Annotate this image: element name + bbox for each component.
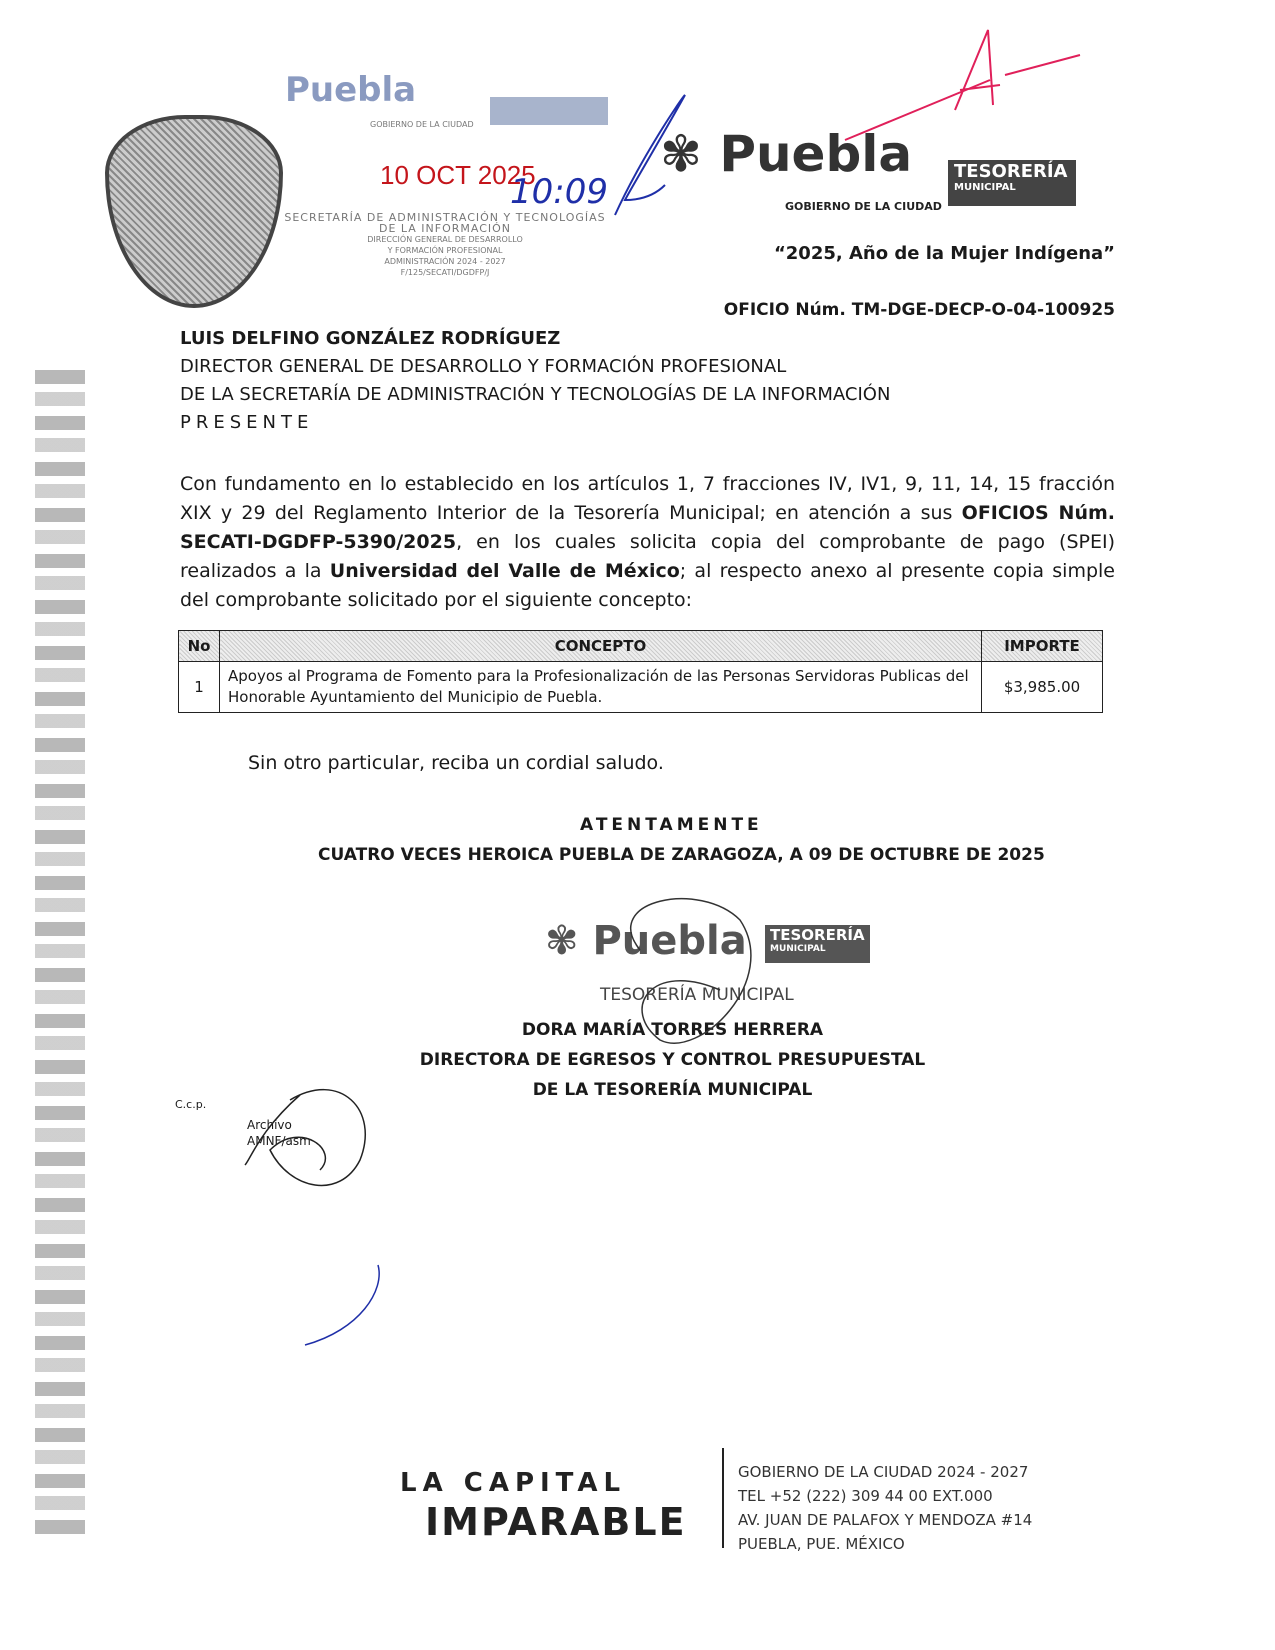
stamp-line: Y FORMACIÓN PROFESIONAL: [387, 246, 503, 255]
logo-text: Puebla: [719, 125, 913, 183]
year-motto: “2025, Año de la Mujer Indígena”: [773, 243, 1115, 264]
ccp-item: AMNF/asm: [247, 1134, 311, 1148]
stamp-line: F/125/SECATI/DGDFP/J: [400, 268, 490, 277]
date-stamp: 10 OCT 2025: [380, 160, 536, 190]
atentamente: ATENTAMENTE: [580, 815, 763, 835]
recipient-title: DE LA SECRETARÍA DE ADMINISTRACIÓN Y TECNOLOGÍAS DE LA INFORMACIÓN: [180, 384, 891, 405]
body-bold: Universidad del Valle de México: [329, 560, 680, 582]
logo-text: Puebla: [592, 918, 747, 964]
footer-contact: [738, 1460, 1032, 1556]
cell-concepto: Apoyos al Programa de Fomento para la Profesionalización de las Personas Servidoras Publicas del Honorable Ayuntamiento del Municipio de Puebla.: [220, 662, 982, 713]
body-text: Con fundamento en lo establecido en los artículos 1, 7 fracciones IV, IV1, 9, 11, 14, 15 fracción XIX y 29 del Reglamento Interior de la Tesorería Municipal; en atención a sus: [180, 473, 1115, 524]
header-importe: IMPORTE: [982, 631, 1103, 662]
blue-stroke: [305, 1265, 379, 1345]
initials-signature: [245, 1090, 365, 1186]
pink-initial-mark: [845, 30, 1080, 140]
signer-title: DIRECTORA DE EGRESOS Y CONTROL PRESUPUESTAL: [419, 1050, 926, 1070]
footer-address: AV. JUAN DE PALAFOX Y MENDOZA #14: [738, 1511, 1033, 1529]
ccp-item: Archivo: [247, 1118, 292, 1132]
signature: [631, 899, 751, 1043]
footer-phone: TEL +52 (222) 309 44 00 EXT.000: [738, 1487, 993, 1505]
logo-subtitle: GOBIERNO DE LA CIUDAD: [785, 200, 942, 213]
signature-stamp-text: TESORERÍA MUNICIPAL: [600, 985, 794, 1005]
footer-city: PUEBLA, PUE. MÉXICO: [738, 1535, 905, 1553]
footer-brand-line2: IMPARABLE: [425, 1500, 687, 1544]
blue-initials-signature: [615, 95, 685, 215]
stamp-line: SECRETARÍA DE ADMINISTRACIÓN Y TECNOLOGÍAS: [284, 211, 606, 224]
place-date: CUATRO VECES HEROICA PUEBLA DE ZARAGOZA, A 09 DE OCTUBRE DE 2025: [318, 845, 1045, 865]
body-text: ; al respecto anexo al presente copia simple del comprobante solicitado por el siguiente concepto:: [180, 560, 1115, 611]
closing-greeting: Sin otro particular, reciba un cordial saludo.: [248, 752, 664, 774]
stamp-line: ADMINISTRACIÓN 2024 - 2027: [384, 257, 506, 266]
body-bold: OFICIOS Núm. SECATI-DGDFP-5390/2025: [180, 502, 1115, 553]
footer-brand-line1: LA CAPITAL: [400, 1468, 627, 1498]
header-no: No: [179, 631, 220, 662]
footer-divider: [722, 1448, 724, 1548]
footer-line: GOBIERNO DE LA CIUDAD 2024 - 2027: [738, 1463, 1029, 1481]
signer-name: DORA MARÍA TORRES HERRERA: [521, 1020, 824, 1040]
puebla-logo: ✾ Puebla: [660, 125, 913, 183]
reception-stamp-logo: Puebla: [285, 70, 417, 110]
cell-no: 1: [179, 662, 220, 713]
recipient-name: LUIS DELFINO GONZÁLEZ RODRÍGUEZ: [180, 328, 561, 349]
header-concepto: CONCEPTO: [220, 631, 982, 662]
signature-stamp-logo: ✾ Puebla: [545, 918, 747, 964]
tesoreria-sub: MUNICIPAL: [770, 944, 826, 954]
handwritten-time: 10:09: [510, 172, 608, 212]
recipient-title: DIRECTOR GENERAL DE DESARROLLO Y FORMACIÓN PROFESIONAL: [180, 356, 787, 377]
stamp-line: DE LA INFORMACIÓN: [378, 222, 512, 235]
tesoreria-label: TESORERÍA: [954, 161, 1068, 182]
cell-importe: $3,985.00: [982, 662, 1103, 713]
oficio-number: OFICIO Núm. TM-DGE-DECP-O-04-100925: [723, 300, 1115, 320]
reception-stamp-logo-sub: GOBIERNO DE LA CIUDAD: [370, 120, 474, 129]
signer-title: DE LA TESORERÍA MUNICIPAL: [532, 1080, 813, 1100]
body-text: , en los cuales solicita copia del comprobante de pago (SPEI) realizados a la: [180, 531, 1115, 582]
ccp-label: C.c.p.: [175, 1098, 207, 1111]
stamp-line: DIRECCIÓN GENERAL DE DESARROLLO: [367, 235, 523, 244]
tesoreria-label: TESORERÍA: [770, 926, 865, 944]
tesoreria-sub: MUNICIPAL: [954, 182, 1016, 193]
presente: PRESENTE: [180, 412, 314, 433]
